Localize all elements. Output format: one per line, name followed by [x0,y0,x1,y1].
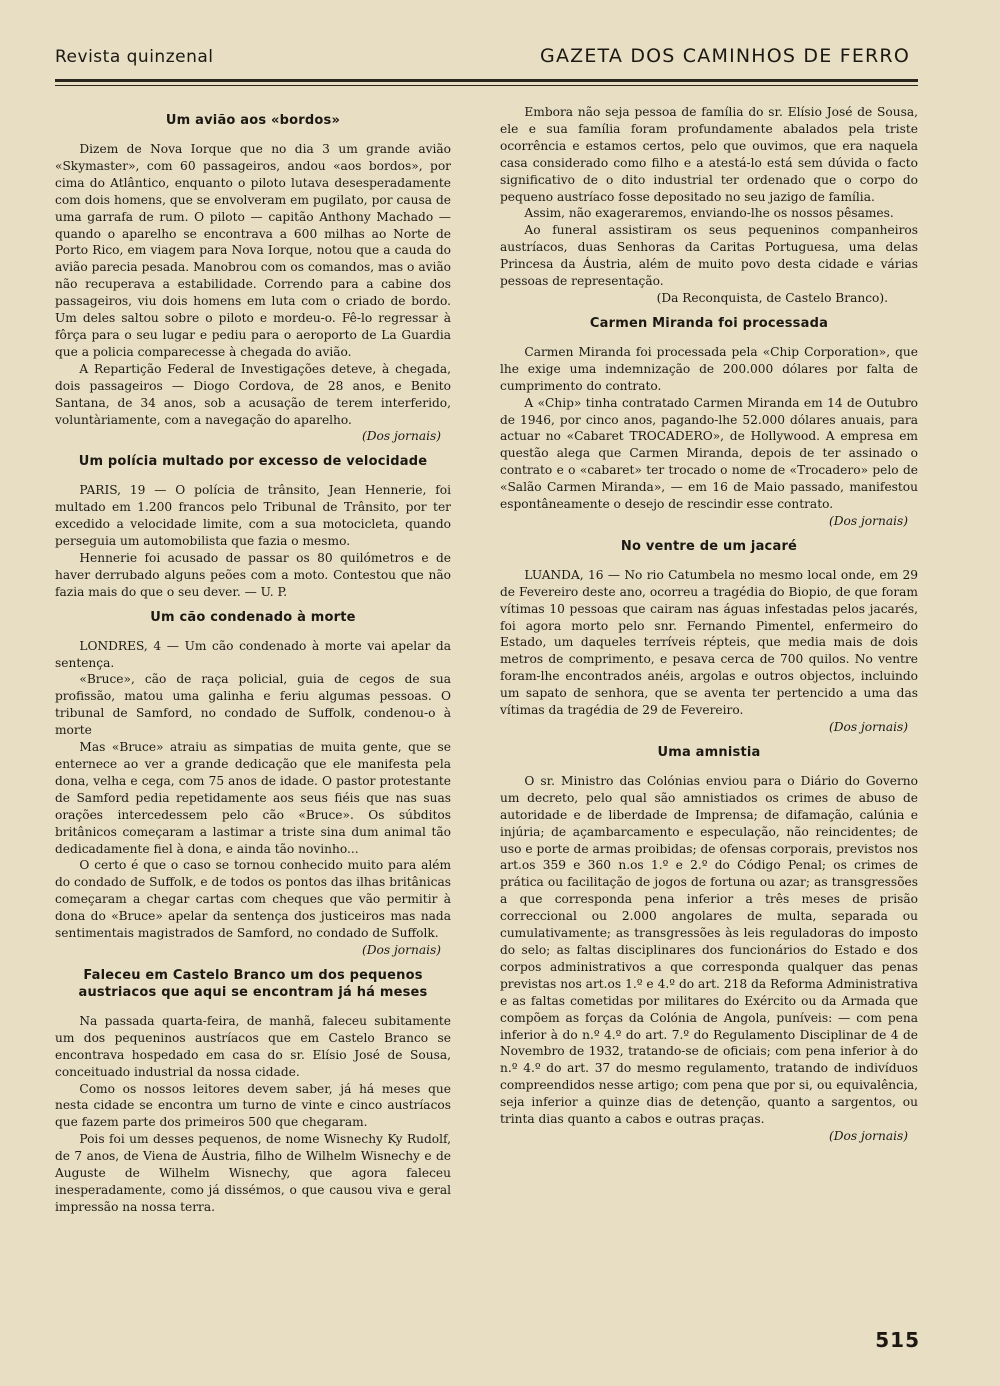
article-paragraph: O certo é que o caso se tornou conhecido muito para além do condado de Suffolk, e de todos os pontos das ilhas britânicas começaram a chegar cartas com cheques que vão permitir à dona do «Bruce» apelar da sentença dos justiceiros mas nada sentimentais magistrados de Samford, no condado de Suffolk. [55,858,451,941]
article-title: Faleceu em Castelo Branco um dos pequenos austriacos que aqui se encontram já há meses [78,967,428,1000]
article-paragraph: Dizem de Nova Iorque que no dia 3 um grande avião «Skymaster», com 60 passageiros, andou «aos bordos», por cima do Atlântico, enquanto o piloto lutava desesperadamente com dois homens, que se envolveram em pugilato, por causa de uma garrafa de rum. O piloto — capitão Anthony Machado — quando o aparelho se encontrava a 600 milhas ao Norte de Porto Rico, em viagem para Nova Iorque, notou que a cauda do avião parecia pesada. Manobrou com os comandos, mas o avião não recuperava a estabilidade. Correndo para a cabine dos passageiros, viu dois homens em luta com o criado de bordo. Um deles saltou sobre o piloto e mordeu-o. Fê-lo regressar à fôrça para o seu lugar e pediu para o aeroporto de La Guardia que a policia comparecesse à chegada do avião. [55,142,451,359]
article-source: (Da Reconquista, de Castelo Branco). [656,290,888,305]
article-cao [55,609,451,959]
article-paragraph: O sr. Ministro das Colónias enviou para o Diário do Governo um decreto, pelo qual são amnistiados os crimes de abuso de autoridade e de liberdade de Imprensa; de difamação, calúnia e injúria; de açambarcamento e especulação, não reincidentes; de uso e porte de armas proibidas; de ofensas corporais, previstos nos art.os 359 e 360 n.os 1.º e 2.º do Código Penal; os crimes de prática ou facilitação de jogos de fortuna ou azar; as transgressões a que corresponda pena inferior a três meses de prisão correccional ou 2.000 angolares de multa, separada ou cumulativamente; as transgressões às leis reguladoras do imposto do selo; as faltas disciplinares dos funcionários do Estado e dos corpos administrativos a que corresponda qualquer das penas previstas nos art.os 1.º e 4.º do art. 218 da Reforma Administrativa e as faltas cometidas por militares do Exército ou da Armada que compõem as forças da Colónia de Angola, puníveis: — com pena inferior à do n.º 4.º do art. 7.º do Regulamento Disciplinar de 4 de Novembro de 1932, tratando-se de oficiais; com pena inferior à do n.º 4.º do art. 37 do mesmo regulamento, tratando de indivíduos compreendidos nesse artigo; com pena que por si, ou equivalência, seja inferior a quinze dias de detenção, quanto a sargentos, ou trinta dias quanto a cabos e outras praças. [500,773,918,1127]
article-title: Uma amnistia [657,744,761,760]
article-castelo-branco [55,967,451,1216]
article-paragraph: Pois foi um desses pequenos, de nome Wisnechy Ky Rudolf, de 7 anos, de Viena de Áustria, filho de Wilhelm Wisnechy e de Auguste de Wilhelm Wisnechy, que agora faleceu inesperadamente, como já dissémos, o que causou viva e geral impressão na nossa terra. [55,1132,451,1214]
article-source: (Dos jornais) [829,513,908,528]
article-paragraph: Embora não seja pessoa de família do sr. Elísio José de Sousa, ele e sua família foram profundamente abalados pela triste ocorrência e estamos certos, pelo que ouvimos, que era naquela casa considerado como filho e a atestá-lo está sem dúvida o facto significativo de o dito industrial ter ordenado que o corpo do pequeno austríaco fosse depositado no seu jazigo de família. [500,105,918,204]
article-source: (Dos jornais) [362,429,441,444]
article-title: Um polícia multado por excesso de velocidade [78,454,428,470]
article-paragraph: Mas «Bruce» atraiu as simpatias de muita gente, que se enternece ao ver a grande dedicação que ele manifesta pela dona, velha e cega, com 75 anos de idade. O pastor protestante de Samford pedia repetidamente aos seus fiéis que nas suas orações intercedessem pelo cão «Bruce». Os súbditos britânicos começaram a lastimar a triste sina dum animal tão dedicadamente fiel à dona, e ainda tão novinho... [55,740,451,856]
article-amnistia [500,744,918,1145]
article-paragraph: Carmen Miranda foi processada pela «Chip Corporation», que lhe exige uma indemnização de 200.000 dólares por falta de cumprimento do contrato. [500,344,918,393]
header-left: Revista quinzenal [55,47,214,67]
article-paragraph: LONDRES, 4 — Um cão condenado à morte vai apelar da sentença. [55,638,451,670]
header-rule [55,79,918,82]
article-paragraph: PARIS, 19 — O polícia de trânsito, Jean Hennerie, foi multado em 1.200 francos pelo Tribunal de Trânsito, por ter excedido a velocidade limite, com a sua motocicleta, quando perseguia um automobilista que fazia o mesmo. [55,483,451,549]
article-title: Um avião aos «bordos» [165,113,341,128]
article-paragraph: Na passada quarta-feira, de manhã, faleceu subitamente um dos pequeninos austríacos que em Castelo Branco se encontrava hospedado em casa do sr. Elísio José de Sousa, conceituado industrial da nossa cidade. [55,1013,451,1079]
page-number: 515 [875,1328,920,1352]
article-paragraph: Hennerie foi acusado de passar os 80 quilómetros e de haver derrubado alguns peões com a moto. Contestou que não fazia mais do que o seu dever. — U. P. [55,550,451,599]
article-castelo-branco-continued [500,104,918,307]
article-paragraph: A «Chip» tinha contratado Carmen Miranda em 14 de Outubro de 1946, por cinco anos, pagando-lhe 52.000 dólares anuais, para actuar no «Cabaret TROCADERO», de Hollywood. A empresa em questão alega que Carmen Miranda, depois de ter assinado o contrato e o «cabaret» ter trocado o nome de «Trocadero» pelo de «Salão Carmen Miranda», — em 16 de Maio passado, manifestou espontâneamente o desejo de rescindir esse contrato. [500,395,918,512]
article-title: Um cão condenado à morte [150,609,356,625]
article-paragraph: Como os nossos leitores devem saber, já há meses que nesta cidade se encontra um turno de vinte e cinco austríacos que fazem parte dos primeiros 500 que chegaram. [55,1081,451,1130]
article-title: Carmen Miranda foi processada [589,315,829,331]
left-column [55,104,451,1216]
article-source: (Dos jornais) [829,1128,908,1143]
header-rule-thin [55,85,918,86]
header-right: GAZETA DOS CAMINHOS DE FERRO [540,45,910,67]
article-paragraph: LUANDA, 16 — No rio Catumbela no mesmo local onde, em 29 de Fevereiro deste ano, ocorreu a tragédia do Biopio, de que foram vítimas 10 pessoas que cairam nas águas infestadas pelos jacarés, foi agora morto pelo snr. Fernando Pimentel, enfermeiro do Estado, um daqueles terríveis répteis, que media mais de dois metros de comprimento, e pesava cerca de 700 quilos. No ventre foram-lhe encontrados anéis, argolas e outros objectos, incluindo um sapato de senhora, que se aventa ter pertencido a uma das vítimas da tragédia de 29 de Fevereiro. [500,567,918,718]
right-column [500,104,918,1145]
article-source: (Dos jornais) [829,720,908,734]
article-jacare [500,538,918,736]
article-paragraph: A Repartição Federal de Investigações deteve, à chegada, dois passageiros — Diogo Cordova, de 28 anos, e Benito Santana, de 34 anos, sob a acusação de terem interferido, voluntàriamente, com a navegação do aparelho. [55,361,451,427]
article-paragraph: Assim, não exageraremos, enviando-lhe os nossos pêsames. [524,206,894,221]
article-paragraph: «Bruce», cão de raça policial, guia de cegos de sua profissão, matou uma galinha e feriu algumas pessoas. O tribunal de Samford, no condado de Suffolk, condenou-o à morte [55,672,451,738]
article-paragraph: Ao funeral assistiram os seus pequeninos companheiros austríacos, duas Senhoras da Caritas Portuguesa, uma delas Princesa da Áustria, além de muito povo desta cidade e várias pessoas de representação. [500,223,918,289]
article-policia [55,453,451,600]
article-title: No ventre de um jacaré [620,538,798,554]
article-carmen-miranda [500,315,918,530]
article-aviao [55,112,451,445]
article-source: (Dos jornais) [362,942,441,957]
